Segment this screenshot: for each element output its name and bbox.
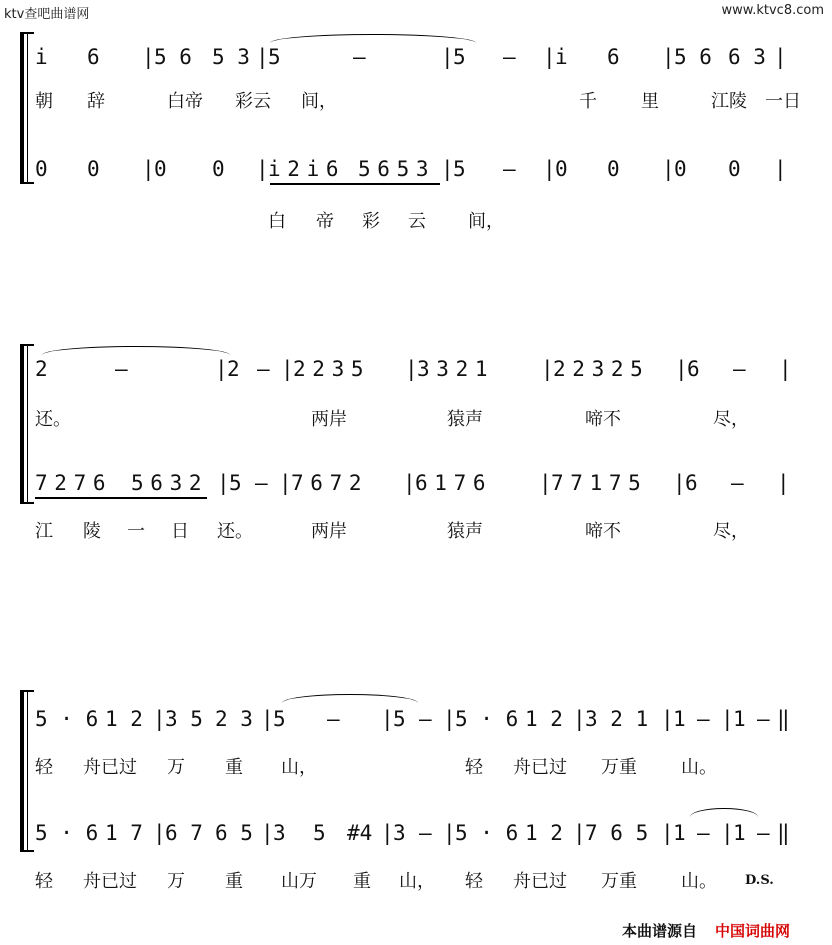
note: 5 · 6	[35, 707, 99, 731]
note: 6	[685, 471, 698, 495]
lyric: 两岸	[311, 521, 347, 542]
note: 1	[673, 707, 686, 731]
dash: —	[255, 471, 268, 495]
barline: |	[441, 45, 454, 69]
lyric: 山。	[681, 757, 717, 778]
note: 3 2 1	[585, 707, 649, 731]
lyric: 白	[268, 211, 286, 232]
dash: —	[757, 707, 770, 731]
barline: |	[215, 357, 228, 381]
note: 2	[227, 357, 240, 381]
barline: |	[541, 357, 554, 381]
lyric: 重	[353, 871, 371, 892]
note: 5 6	[154, 45, 192, 69]
note: 7 7 1 7 5	[551, 471, 638, 495]
note: 5	[453, 157, 466, 181]
system-bracket-line	[27, 344, 28, 504]
barline: |	[661, 821, 674, 845]
lyric: 猿声	[447, 521, 483, 542]
barline: |	[381, 707, 394, 731]
barline: |	[661, 707, 674, 731]
voice2-notes	[35, 152, 820, 186]
lyric: 山万	[281, 871, 317, 892]
barline: |	[774, 45, 787, 69]
system-bracket-line	[27, 690, 28, 852]
note: #4	[347, 821, 373, 845]
lyric: 里	[641, 91, 659, 112]
dash: —	[733, 357, 746, 381]
lyric: 还。	[217, 521, 253, 542]
barline: |	[443, 707, 456, 731]
lyric: 彩	[362, 211, 380, 232]
lyric: 陵	[83, 521, 101, 542]
barline: |	[261, 707, 274, 731]
voice1-notes	[35, 702, 820, 736]
barline: |	[539, 471, 552, 495]
barline: |	[142, 45, 155, 69]
site-header-left: ktv查吧曲谱网	[4, 7, 90, 22]
end-barline: ‖	[777, 821, 790, 845]
note: 1 2	[105, 707, 143, 731]
note: 5 6	[674, 45, 712, 69]
lyric: 白帝	[167, 91, 203, 112]
note: 5	[273, 707, 286, 731]
system-bracket	[20, 344, 24, 504]
barline: |	[721, 821, 734, 845]
lyric: 山。	[681, 871, 717, 892]
lyric: 轻	[465, 757, 483, 778]
note: 6 3	[728, 45, 766, 69]
bracket-top	[20, 690, 34, 692]
note: 5 6 5 3	[358, 157, 426, 181]
barline: |	[443, 821, 456, 845]
note: 0	[674, 157, 687, 181]
lyric: 间，	[468, 211, 504, 232]
barline: |	[405, 357, 418, 381]
dash: —	[697, 821, 710, 845]
note: 5 6 3 2	[131, 471, 199, 495]
lyric: 彩云	[235, 91, 271, 112]
barline: |	[573, 707, 586, 731]
note: 6	[607, 45, 620, 69]
beam	[35, 497, 207, 499]
lyric: 万重	[601, 871, 637, 892]
brand-link[interactable]: 中国词曲网	[715, 922, 791, 940]
site-header-url[interactable]: www.ktvc8.com	[721, 3, 824, 18]
source-footer	[622, 920, 790, 941]
score-system-2	[0, 340, 832, 550]
note: 5 3	[212, 45, 250, 69]
barline: |	[256, 45, 269, 69]
note: 1	[673, 821, 686, 845]
note: 0	[87, 157, 100, 181]
bracket-bottom	[20, 182, 34, 184]
voice1-notes	[35, 40, 820, 74]
system-bracket	[20, 690, 24, 852]
note: 6 7	[165, 821, 203, 845]
note: i 2 i 6	[268, 157, 336, 181]
lyric: 万	[167, 757, 185, 778]
voice2-lyrics	[268, 206, 820, 234]
dash: —	[757, 821, 770, 845]
voice1-lyrics	[35, 752, 820, 780]
lyric: 轻	[35, 757, 53, 778]
lyric: 辞	[87, 91, 105, 112]
note: 3	[393, 821, 406, 845]
note: 7 6 5	[585, 821, 649, 845]
dash: —	[503, 157, 516, 181]
barline: |	[543, 45, 556, 69]
note: 3 3 2 1	[417, 357, 485, 381]
voice2-notes	[35, 816, 820, 850]
bracket-top	[20, 344, 34, 346]
voice2-notes	[35, 466, 820, 500]
bracket-bottom	[20, 850, 34, 852]
lyric: 尽，	[713, 521, 749, 542]
lyric: 尽，	[713, 409, 749, 430]
lyric: 山，	[399, 871, 435, 892]
barline: |	[662, 45, 675, 69]
note: 6 1 7 6	[415, 471, 483, 495]
dash: —	[257, 357, 270, 381]
note: 0	[35, 157, 48, 181]
note: i	[555, 45, 568, 69]
beam	[270, 183, 440, 185]
note: 1 7	[105, 821, 143, 845]
barline: |	[261, 821, 274, 845]
lyric: 啼不	[585, 409, 621, 430]
dash: —	[731, 471, 744, 495]
note: 5	[453, 45, 466, 69]
note: 5 · 6	[35, 821, 99, 845]
note: 7 2 7 6	[35, 471, 103, 495]
note: 0	[555, 157, 568, 181]
voice2-lyrics	[35, 866, 820, 894]
dash: —	[353, 45, 366, 69]
lyric: 帝	[316, 211, 334, 232]
barline: |	[403, 471, 416, 495]
lyric: 间，	[301, 91, 337, 112]
note: 2 2 3 5	[293, 357, 361, 381]
note: 5	[313, 821, 326, 845]
barline: |	[381, 821, 394, 845]
note: 3 5	[165, 707, 203, 731]
barline: |	[774, 157, 787, 181]
score-system-3	[0, 686, 832, 896]
system-bracket	[20, 32, 24, 184]
ds-mark: D.S.	[745, 872, 774, 888]
lyric: 猿声	[447, 409, 483, 430]
note: 5	[268, 45, 281, 69]
voice1-notes	[35, 352, 820, 386]
barline: |	[279, 471, 292, 495]
tie	[42, 346, 230, 355]
note: 0	[212, 157, 225, 181]
barline: |	[441, 157, 454, 181]
barline: |	[153, 821, 166, 845]
lyric: 重	[225, 871, 243, 892]
barline: |	[675, 357, 688, 381]
lyric: 千	[579, 91, 597, 112]
lyric: 轻	[35, 871, 53, 892]
barline: |	[256, 157, 269, 181]
note: 1 2	[525, 821, 563, 845]
note: 3	[273, 821, 286, 845]
barline: |	[281, 357, 294, 381]
note: 2 3	[215, 707, 253, 731]
barline: |	[779, 357, 792, 381]
barline: |	[777, 471, 790, 495]
note: 5	[229, 471, 242, 495]
barline: |	[142, 157, 155, 181]
note: 0	[154, 157, 167, 181]
note: 1	[733, 821, 746, 845]
note: 6	[87, 45, 100, 69]
bracket-top	[20, 32, 34, 34]
lyric: 舟已过	[83, 871, 137, 892]
lyric: 还。	[35, 409, 71, 430]
lyric: 一	[127, 521, 145, 542]
voice1-lyrics	[35, 404, 820, 432]
barline: |	[217, 471, 230, 495]
note: 5 · 6	[455, 707, 519, 731]
lyric: 一日	[765, 91, 801, 112]
tie	[282, 694, 418, 703]
source-label: 本曲谱源自	[622, 922, 698, 940]
note: 6 5	[215, 821, 253, 845]
lyric: 日	[171, 521, 189, 542]
barline: |	[543, 157, 556, 181]
note: 5	[393, 707, 406, 731]
note: 0	[607, 157, 620, 181]
note: i	[35, 45, 48, 69]
lyric: 云	[408, 211, 426, 232]
lyric: 万	[167, 871, 185, 892]
note: 2 2 3 2 5	[553, 357, 640, 381]
dash: —	[503, 45, 516, 69]
score-system-1	[0, 28, 832, 232]
tie	[690, 808, 758, 817]
dash: —	[115, 357, 128, 381]
lyric: 江陵	[711, 91, 747, 112]
note: 2	[35, 357, 48, 381]
lyric: 轻	[465, 871, 483, 892]
note: 5 · 6	[455, 821, 519, 845]
lyric: 重	[225, 757, 243, 778]
tie	[270, 34, 476, 43]
dash: —	[419, 707, 432, 731]
lyric: 啼不	[585, 521, 621, 542]
lyric: 万重	[601, 757, 637, 778]
system-bracket-line	[27, 32, 28, 184]
note: 6	[687, 357, 700, 381]
voice2-lyrics	[35, 516, 820, 544]
lyric: 朝	[35, 91, 53, 112]
barline: |	[721, 707, 734, 731]
note: 1	[733, 707, 746, 731]
barline: |	[573, 821, 586, 845]
lyric: 舟已过	[513, 757, 567, 778]
note: 7 6 7 2	[291, 471, 359, 495]
note: 1 2	[525, 707, 563, 731]
lyric: 两岸	[311, 409, 347, 430]
lyric: 舟已过	[513, 871, 567, 892]
lyric: 舟已过	[83, 757, 137, 778]
lyric: 山，	[281, 757, 317, 778]
end-barline: ‖	[777, 707, 790, 731]
bracket-bottom	[20, 502, 34, 504]
lyric: 江	[35, 521, 53, 542]
dash: —	[327, 707, 340, 731]
note: 0	[728, 157, 741, 181]
voice1-lyrics	[35, 86, 820, 114]
barline: |	[153, 707, 166, 731]
barline: |	[673, 471, 686, 495]
dash: —	[697, 707, 710, 731]
barline: |	[662, 157, 675, 181]
dash: —	[419, 821, 432, 845]
